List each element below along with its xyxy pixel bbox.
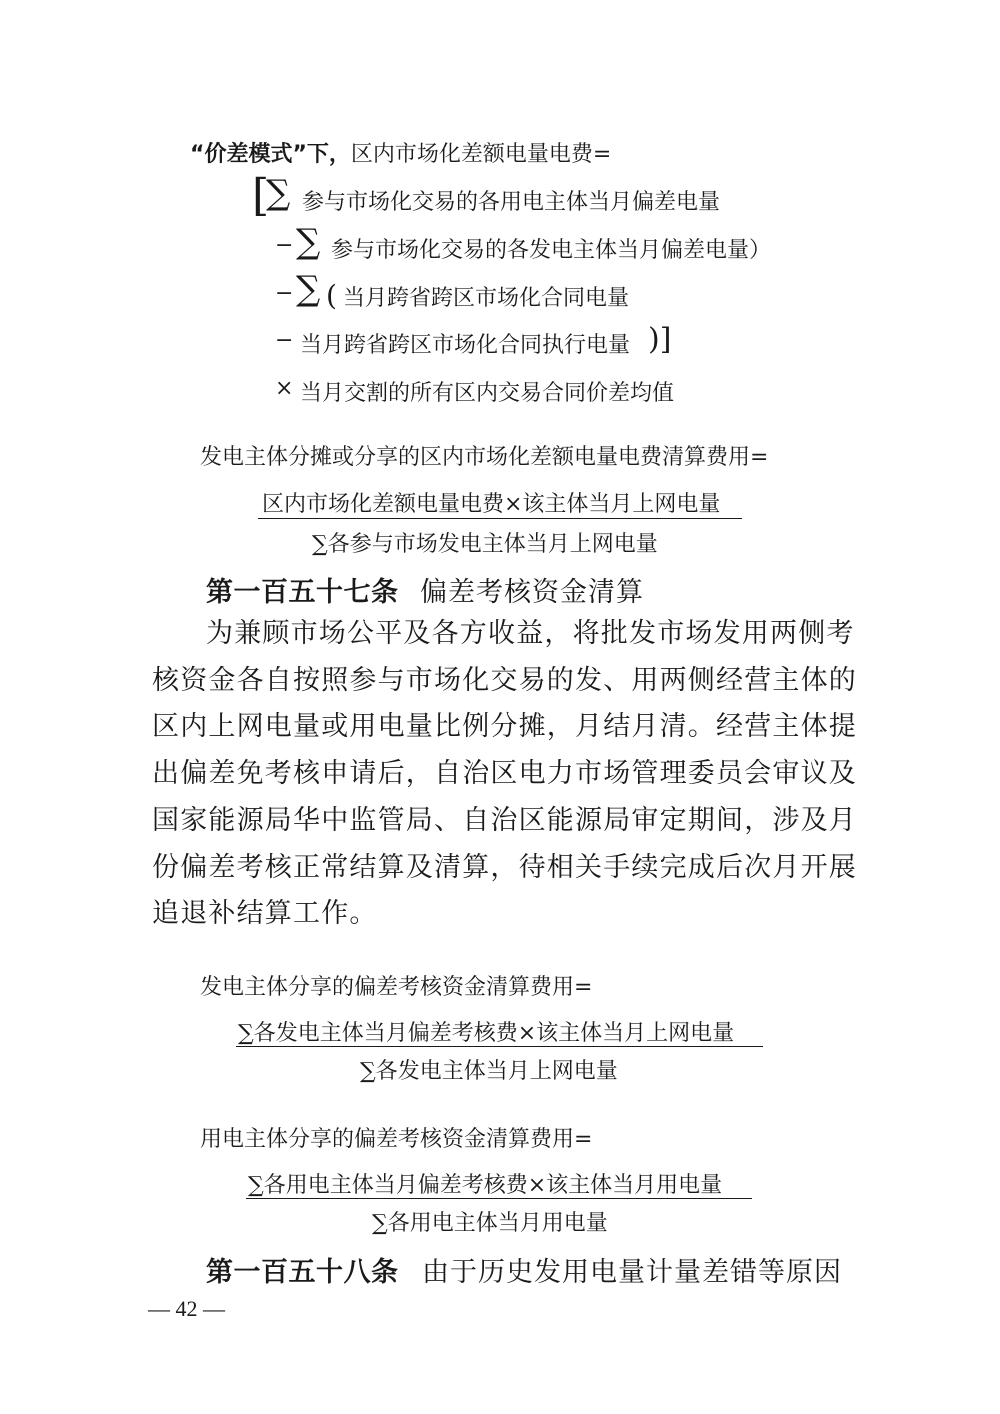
sigma-symbol: ∑ [360,1059,376,1084]
sigma-symbol: ∑ [296,222,321,262]
close-bracket: )] [648,322,672,357]
times-sign: × [275,376,294,401]
sigma-symbol: ∑ [266,173,291,213]
formula4-denominator: ∑各用电主体当月用电量 [372,1211,608,1236]
fraction-bar [236,1046,763,1047]
article-157-title: 偏差考核资金清算 [420,577,644,608]
pricing-mode-label: “价差模式”下， [190,142,351,167]
sigma-symbol: ∑ [312,532,328,557]
article-157-body [152,611,860,938]
formula1-lhs: 区内市场化差额电量电费= [350,142,612,167]
fraction-bar [246,1198,752,1199]
formula1-term4: 当月跨省跨区市场化合同执行电量 [300,333,631,358]
article-157-heading [206,570,399,609]
formula3-denominator: ∑各发电主体当月上网电量 [360,1059,618,1084]
formula1-term2: 参与市场化交易的各发电主体当月偏差电量） [331,238,772,263]
sigma-symbol: ∑ [238,1021,254,1046]
article-157-text: 为兼顾市场公平及各方收益，将批发市场发用两侧考核资金各自按照参与市场化交易的发、用两侧经营主体的区内上网电量或用电量比例分摊，月结月清。经营主体提出偏差免考核申请后，自治区电力市场管理委员会审议及国家能源局华中监管局、自治区能源局审定期间，涉及月份偏差考核正常结算及清算，待相关手续完成后次月开展追退补结算工作。 [152,618,857,930]
article-158-text: 由于历史发用电量计量差错等原因 [422,1257,842,1288]
formula4-numerator: ∑各用电主体当月偏差考核费×该主体当月用电量 [248,1173,723,1198]
formula2-label: 发电主体分摊或分享的区内市场化差额电量电费清算费用= [200,445,769,470]
formula3-numerator: ∑各发电主体当月偏差考核费×该主体当月上网电量 [238,1021,735,1046]
formula4-label: 用电主体分享的偏差考核资金清算费用= [200,1127,593,1152]
formula2-denominator: ∑各参与市场发电主体当月上网电量 [312,532,658,557]
minus-sign: − [275,233,294,258]
minus-sign: − [275,328,294,353]
formula1-term3: 当月跨省跨区市场化合同电量 [343,286,630,311]
open-bracket: [ [252,170,270,221]
formula2-numerator: 区内市场化差额电量电费×该主体当月上网电量 [262,492,721,517]
sigma-symbol: ∑ [372,1211,388,1236]
article-number: 第一百五十七条 [206,577,399,608]
sigma-symbol: ∑ [248,1173,264,1198]
sigma-symbol: ∑ [296,269,321,309]
formula1-term5: 当月交割的所有区内交易合同价差均值 [300,381,675,406]
minus-sign: − [275,281,294,306]
formula1-intro [190,137,611,168]
open-paren: ( [326,279,337,312]
fraction-bar [258,518,742,519]
formula1-term1: 参与市场化交易的各用电主体当月偏差电量 [302,190,721,215]
page-number: — 42 — [148,1296,225,1321]
formula3-label: 发电主体分享的偏差考核资金清算费用= [200,975,593,1000]
article-158-heading: 第一百五十八条 [206,1257,399,1288]
